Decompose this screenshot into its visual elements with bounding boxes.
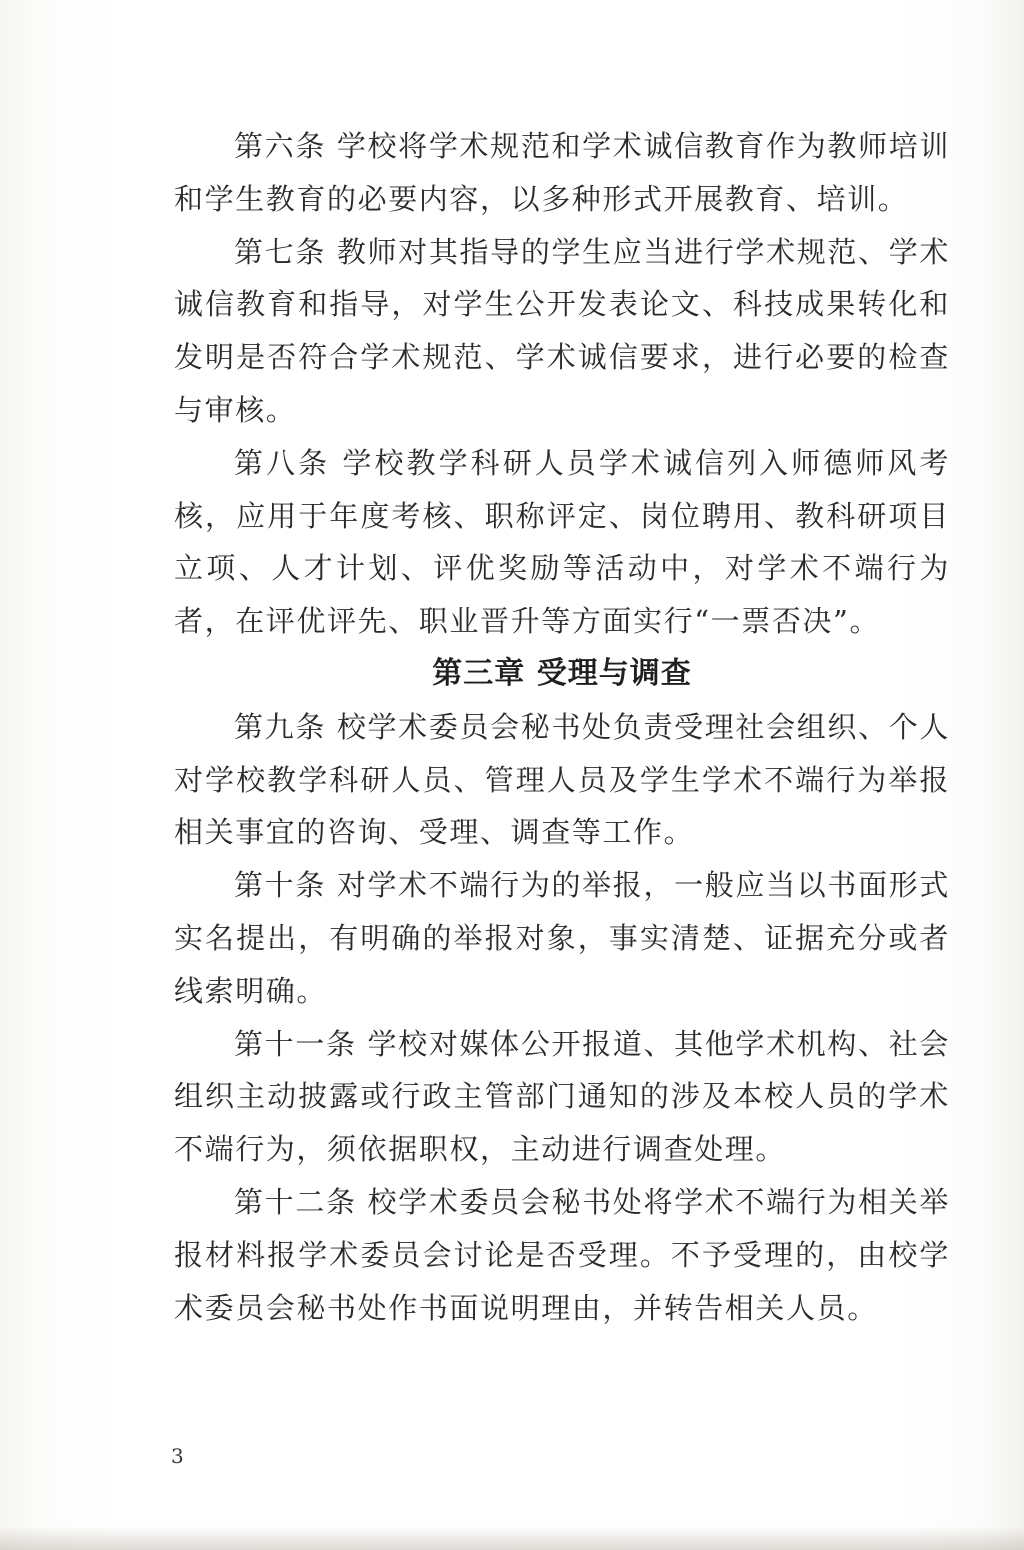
article-11-paragraph: 第十一条 学校对媒体公开报道、其他学术机构、社会组织主动披露或行政主管部门通知的涉及本校人员的学术不端行为，须依据职权，主动进行调查处理。 — [174, 1026, 950, 1167]
document-body — [174, 120, 950, 1334]
chapter-heading: 第三章 受理与调查 — [432, 655, 692, 691]
article-6-paragraph: 第六条 学校将学术规范和学术诚信教育作为教师培训和学生教育的必要内容，以多种形式开展教育、培训。 — [174, 129, 950, 216]
article-9-paragraph: 第九条 校学术委员会秘书处负责受理社会组织、个人对学校教学科研人员、管理人员及学生学术不端行为举报相关事宜的咨询、受理、调查等工作。 — [174, 709, 950, 850]
page-number: 3 — [171, 1444, 184, 1468]
article-12-paragraph: 第十二条 校学术委员会秘书处将学术不端行为相关举报材料报学术委员会讨论是否受理。不予受理的，由校学术委员会秘书处作书面说明理由，并转告相关人员。 — [174, 1184, 950, 1325]
article-7-paragraph: 第七条 教师对其指导的学生应当进行学术规范、学术诚信教育和指导，对学生公开发表论文、科技成果转化和发明是否符合学术规范、学术诚信要求，进行必要的检查与审核。 — [174, 234, 950, 427]
article-8-paragraph: 第八条 学校教学科研人员学术诚信列入师德师风考核，应用于年度考核、职称评定、岗位聘用、教科研项目立项、人才计划、评优奖励等活动中，对学术不端行为者，在评优评先、职业晋升等方面实行“一票否决”。 — [174, 445, 950, 639]
article-10-paragraph: 第十条 对学术不端行为的举报，一般应当以书面形式实名提出，有明确的举报对象，事实清楚、证据充分或者线索明确。 — [174, 868, 950, 1008]
